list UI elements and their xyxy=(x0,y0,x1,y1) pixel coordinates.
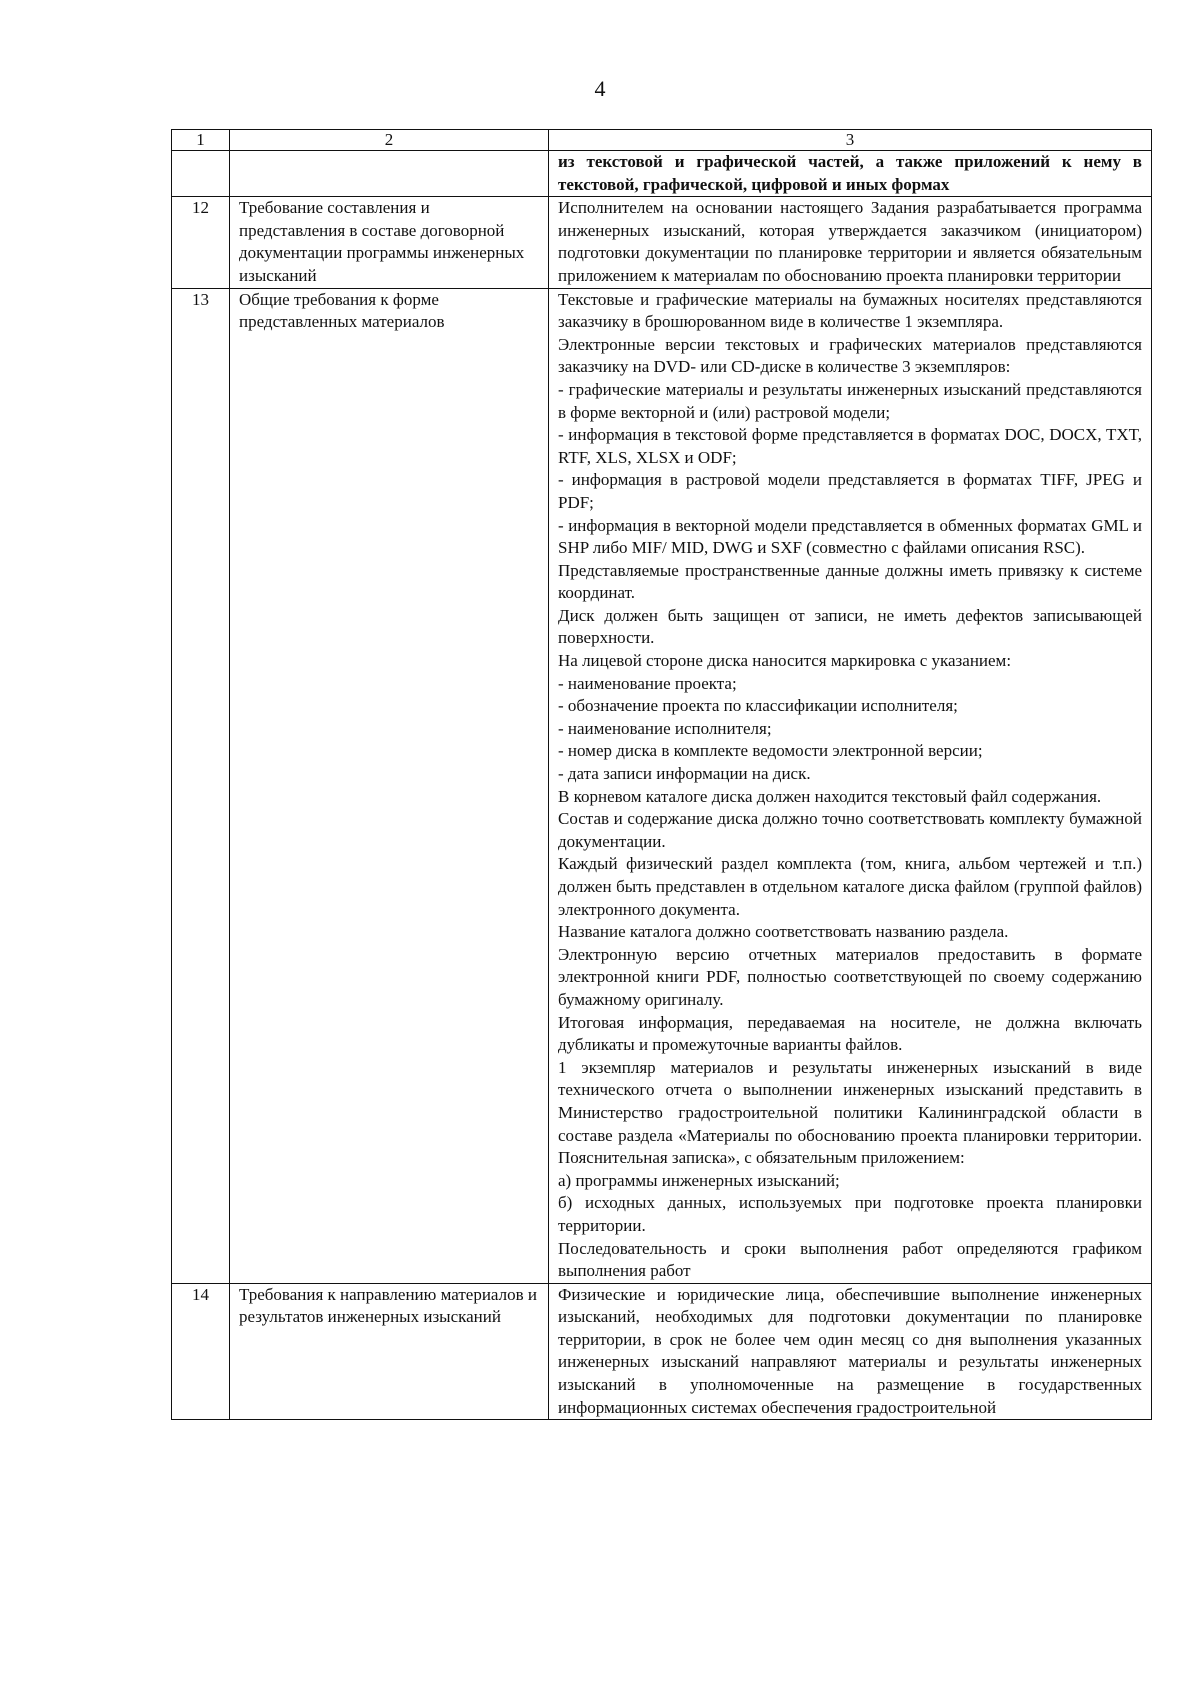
content-paragraph: На лицевой стороне диска наносится маркировка с указанием: xyxy=(558,651,1012,671)
content-paragraph: Физические и юридические лица, обеспечившие выполнение инженерных изысканий, необходимых для подготовки документации по планировке территории, в срок не более чем один месяц со дня выполнения указанных инженерных изысканий направляют материалы и результаты инженерных изысканий в уполномоченные на размещение в государственных информационных системах обеспечения градостроительной xyxy=(558,1284,1142,1417)
content-paragraph: Исполнителем на основании настоящего Задания разрабатывается программа инженерных изысканий, которая утверждается заказчиком (инициатором) подготовки документации по планировке территории и является обязательным приложением к материалам по обоснованию проекта планировки территории xyxy=(558,198,1142,285)
requirements-table xyxy=(171,129,1152,1420)
content-paragraph: Электронную версию отчетных материалов предоставить в формате электронной книги PDF, полностью соответствующей по своему содержанию бумажному оригиналу. xyxy=(558,944,1142,1009)
requirement-content xyxy=(549,197,1152,288)
table-header-row xyxy=(172,130,1152,151)
page-number: 4 xyxy=(594,76,606,101)
requirement-label: Требования к направлению материалов и результатов инженерных изысканий xyxy=(230,1283,549,1420)
continuation-text: из текстовой и графической частей, а также приложений к нему в текстовой, графической, цифровой и иных формах xyxy=(558,152,1142,194)
content-paragraph: - наименование исполнителя; xyxy=(558,718,772,738)
content-paragraph: Текстовые и графические материалы на бумажных носителях представляются заказчику в брошюрованном виде в количестве 1 экземпляра. xyxy=(558,289,1142,332)
content-paragraph: Последовательность и сроки выполнения работ определяются графиком выполнения работ xyxy=(558,1238,1142,1281)
table-row-14 xyxy=(172,1283,1152,1420)
content-paragraph: Диск должен быть защищен от записи, не иметь дефектов записывающей поверхности. xyxy=(558,605,1142,648)
content-paragraph: - графические материалы и результаты инженерных изысканий представляются в форме векторной и (или) растровой модели; xyxy=(558,379,1142,422)
column-header-3: 3 xyxy=(549,130,1152,151)
table-row-12 xyxy=(172,197,1152,288)
requirement-label: Требование составления и представления в составе договорной документации программы инженерных изысканий xyxy=(230,197,549,288)
content-paragraph: - номер диска в комплекте ведомости электронной версии; xyxy=(558,741,983,761)
content-paragraph: - наименование проекта; xyxy=(558,673,737,693)
content-paragraph: Электронные версии текстовых и графических материалов представляются заказчику на DVD- или CD-диске в количестве 3 экземпляров: xyxy=(558,334,1142,377)
requirement-content xyxy=(549,1283,1152,1420)
row-number: 13 xyxy=(172,288,230,1283)
content-paragraph: Итоговая информация, передаваемая на носителе, не должна включать дубликаты и промежуточные варианты файлов. xyxy=(558,1012,1142,1055)
column-header-1: 1 xyxy=(172,130,230,151)
content-paragraph: Каждый физический раздел комплекта (том, книга, альбом чертежей и т.п.) должен быть представлен в отдельном каталоге диска файлом (группой файлов) электронного документа. xyxy=(558,854,1142,919)
requirement-label: Общие требования к форме представленных материалов xyxy=(230,288,549,1283)
content-paragraph: - обозначение проекта по классификации исполнителя; xyxy=(558,696,958,716)
continuation-num-cell xyxy=(172,151,230,197)
continuation-label-cell xyxy=(230,151,549,197)
content-paragraph: - дата записи информации на диск. xyxy=(558,764,811,784)
content-paragraph: В корневом каталоге диска должен находится текстовый файл содержания. xyxy=(558,786,1102,806)
row-number: 14 xyxy=(172,1283,230,1420)
content-paragraph: Название каталога должно соответствовать названию раздела. xyxy=(558,922,1009,942)
content-paragraph: Состав и содержание диска должно точно соответствовать комплекту бумажной документации. xyxy=(558,809,1142,851)
requirement-content xyxy=(549,288,1152,1283)
content-paragraph: - информация в векторной модели представляется в обменных форматах GML и SHP либо MIF/ MID, DWG и SXF (совместно с файлами описания RSC). xyxy=(558,515,1142,558)
continuation-content-cell xyxy=(549,151,1152,197)
continuation-row xyxy=(172,151,1152,197)
row-number: 12 xyxy=(172,197,230,288)
table-row-13 xyxy=(172,288,1152,1283)
column-header-2: 2 xyxy=(230,130,549,151)
content-paragraph: а) программы инженерных изысканий; xyxy=(558,1170,840,1190)
content-paragraph: Представляемые пространственные данные должны иметь привязку к системе координат. xyxy=(558,560,1142,603)
content-paragraph: б) исходных данных, используемых при подготовке проекта планировки территории. xyxy=(558,1193,1142,1235)
content-paragraph: - информация в текстовой форме представляется в форматах DOC, DOCX, TXT, RTF, XLS, XLSX и ODF; xyxy=(558,425,1142,467)
content-paragraph: - информация в растровой модели представляется в форматах TIFF, JPEG и PDF; xyxy=(558,470,1142,512)
content-paragraph: 1 экземпляр материалов и результаты инженерных изысканий в виде технического отчета о выполнении инженерных изысканий представить в Министерство градостроительной политики Калининградской области в составе раздела «Материалы по обоснованию проекта планировки территории. Пояснительная записка», с обязательным приложением: xyxy=(558,1057,1142,1168)
